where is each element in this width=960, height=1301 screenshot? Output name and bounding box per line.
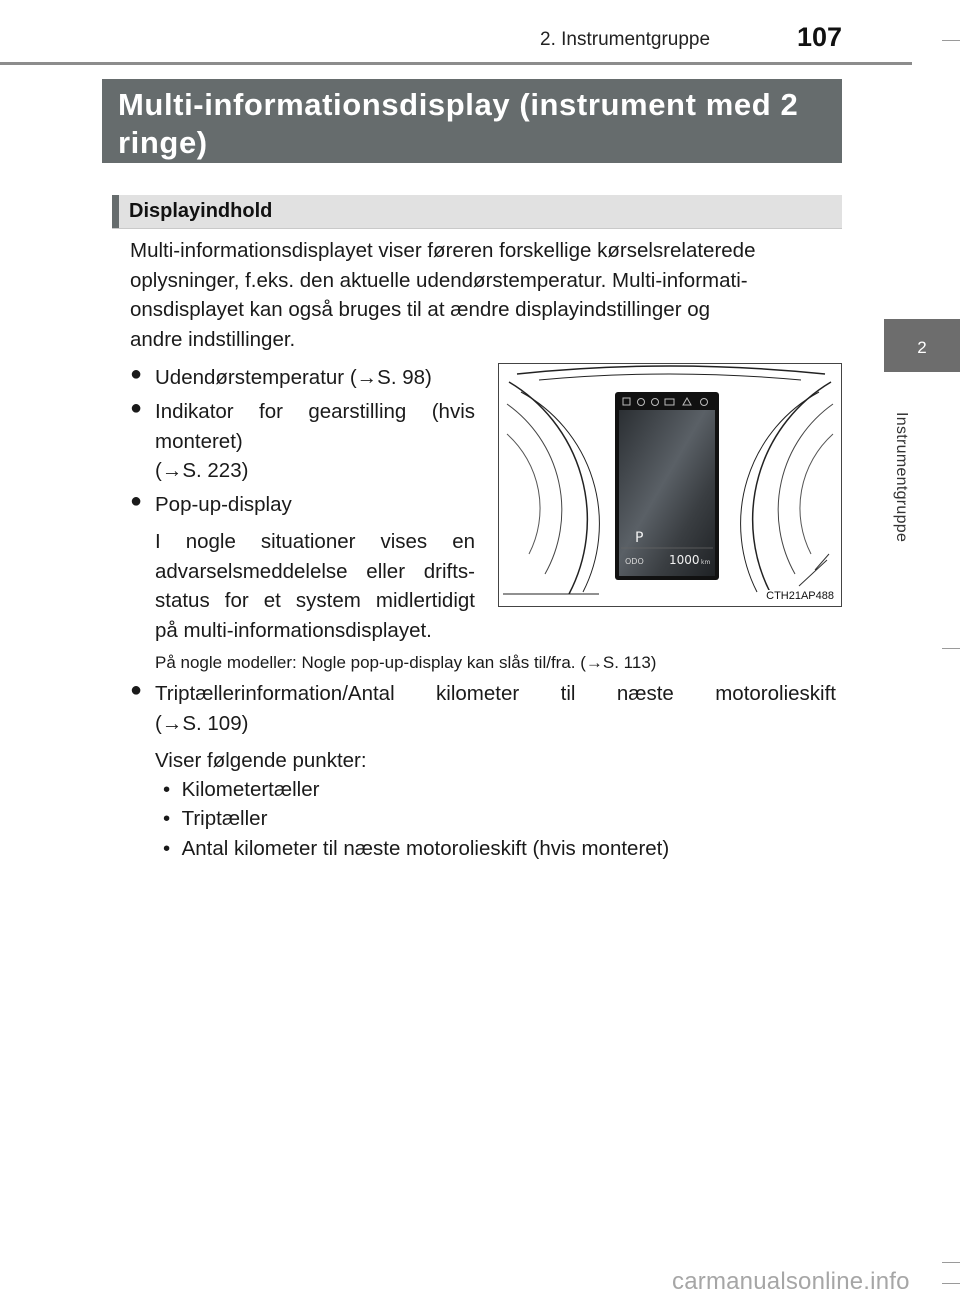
instrument-cluster-illustration: [498, 363, 842, 607]
chapter-tab-label: Instrumentgruppe: [893, 412, 910, 543]
crop-mark: [942, 648, 960, 649]
popup-note: På nogle modeller: Nogle pop-up-display kan slås til/fra. (→S. 113): [155, 653, 657, 672]
desc-line: status for et system midlertidigt: [155, 589, 475, 612]
bullet-trip-info-ref: (→S. 109): [155, 712, 249, 735]
instrument-cluster-drawing: [499, 364, 841, 606]
bullet-trip-info: Triptællerinformation/Antal kilometer til næste motorolieskift: [155, 682, 836, 705]
sub-bullet-icon: •: [163, 837, 171, 860]
bullet-icon: ●: [130, 679, 143, 701]
popup-description: [155, 527, 475, 645]
odo-label-text: ODO: [625, 557, 644, 566]
bullet-icon: ●: [130, 490, 143, 512]
trip-info-intro: Viser følgende punkter:: [155, 749, 367, 772]
bullet-shift-indicator: [155, 397, 475, 486]
bullet-outside-temperature: Udendørstemperatur (→S. 98): [155, 366, 432, 389]
odo-unit-text: km: [701, 559, 711, 566]
intro-line: Multi-informationsdisplayet viser føreren forskellige kørselsrelaterede: [130, 239, 756, 262]
title-box: [102, 79, 842, 163]
intro-line: andre indstillinger.: [130, 327, 296, 351]
intro-paragraph: [130, 236, 836, 354]
sub-item: [163, 775, 319, 805]
odo-value-text: 1000: [669, 553, 700, 567]
sub-item: [163, 834, 669, 864]
section-heading-bar: [112, 195, 119, 228]
sub-item-text: Kilometertæller: [181, 778, 320, 801]
sub-bullet-icon: •: [163, 807, 171, 830]
desc-line: advarselsmeddelelse eller drifts-: [155, 559, 475, 583]
bullet-line: (→S. 223): [155, 459, 249, 482]
crop-mark: [942, 40, 960, 41]
header-rule: [0, 62, 912, 65]
desc-line: I nogle situationer vises en: [155, 530, 475, 553]
sub-item-text: Triptæller: [181, 807, 268, 830]
bullet-popup-display: Pop-up-display: [155, 493, 292, 516]
sub-item-text: Antal kilometer til næste motorolieskift (hvis monteret): [181, 837, 670, 860]
bullet-line: monteret): [155, 429, 243, 453]
bullet-line: Indikator for gearstilling (hvis: [155, 400, 475, 423]
gear-position-text: P: [635, 530, 644, 546]
intro-line: onsdisplayet kan også bruges til at ændre displayindstillinger og: [130, 298, 711, 321]
section-heading: Displayindhold: [129, 200, 273, 222]
intro-line: oplysninger, f.eks. den aktuelle udendørstemperatur. Multi-informati-: [130, 268, 748, 292]
sub-item: [163, 804, 267, 834]
desc-line: på multi-informationsdisplayet.: [155, 618, 432, 642]
page-number: 107: [797, 22, 843, 52]
crop-mark: [942, 1283, 960, 1284]
bullet-icon: ●: [130, 397, 143, 419]
running-header-chapter: 2. Instrumentgruppe: [540, 29, 711, 50]
watermark: carmanualsonline.info: [672, 1268, 910, 1295]
page-title: Multi-informationsdisplay (instrument med 2 ringe): [118, 87, 799, 160]
chapter-tab-number: 2: [917, 338, 927, 357]
illustration-code: CTH21AP488: [766, 590, 834, 602]
crop-mark: [942, 1262, 960, 1263]
sub-bullet-icon: •: [163, 778, 171, 801]
bullet-icon: ●: [130, 363, 143, 385]
